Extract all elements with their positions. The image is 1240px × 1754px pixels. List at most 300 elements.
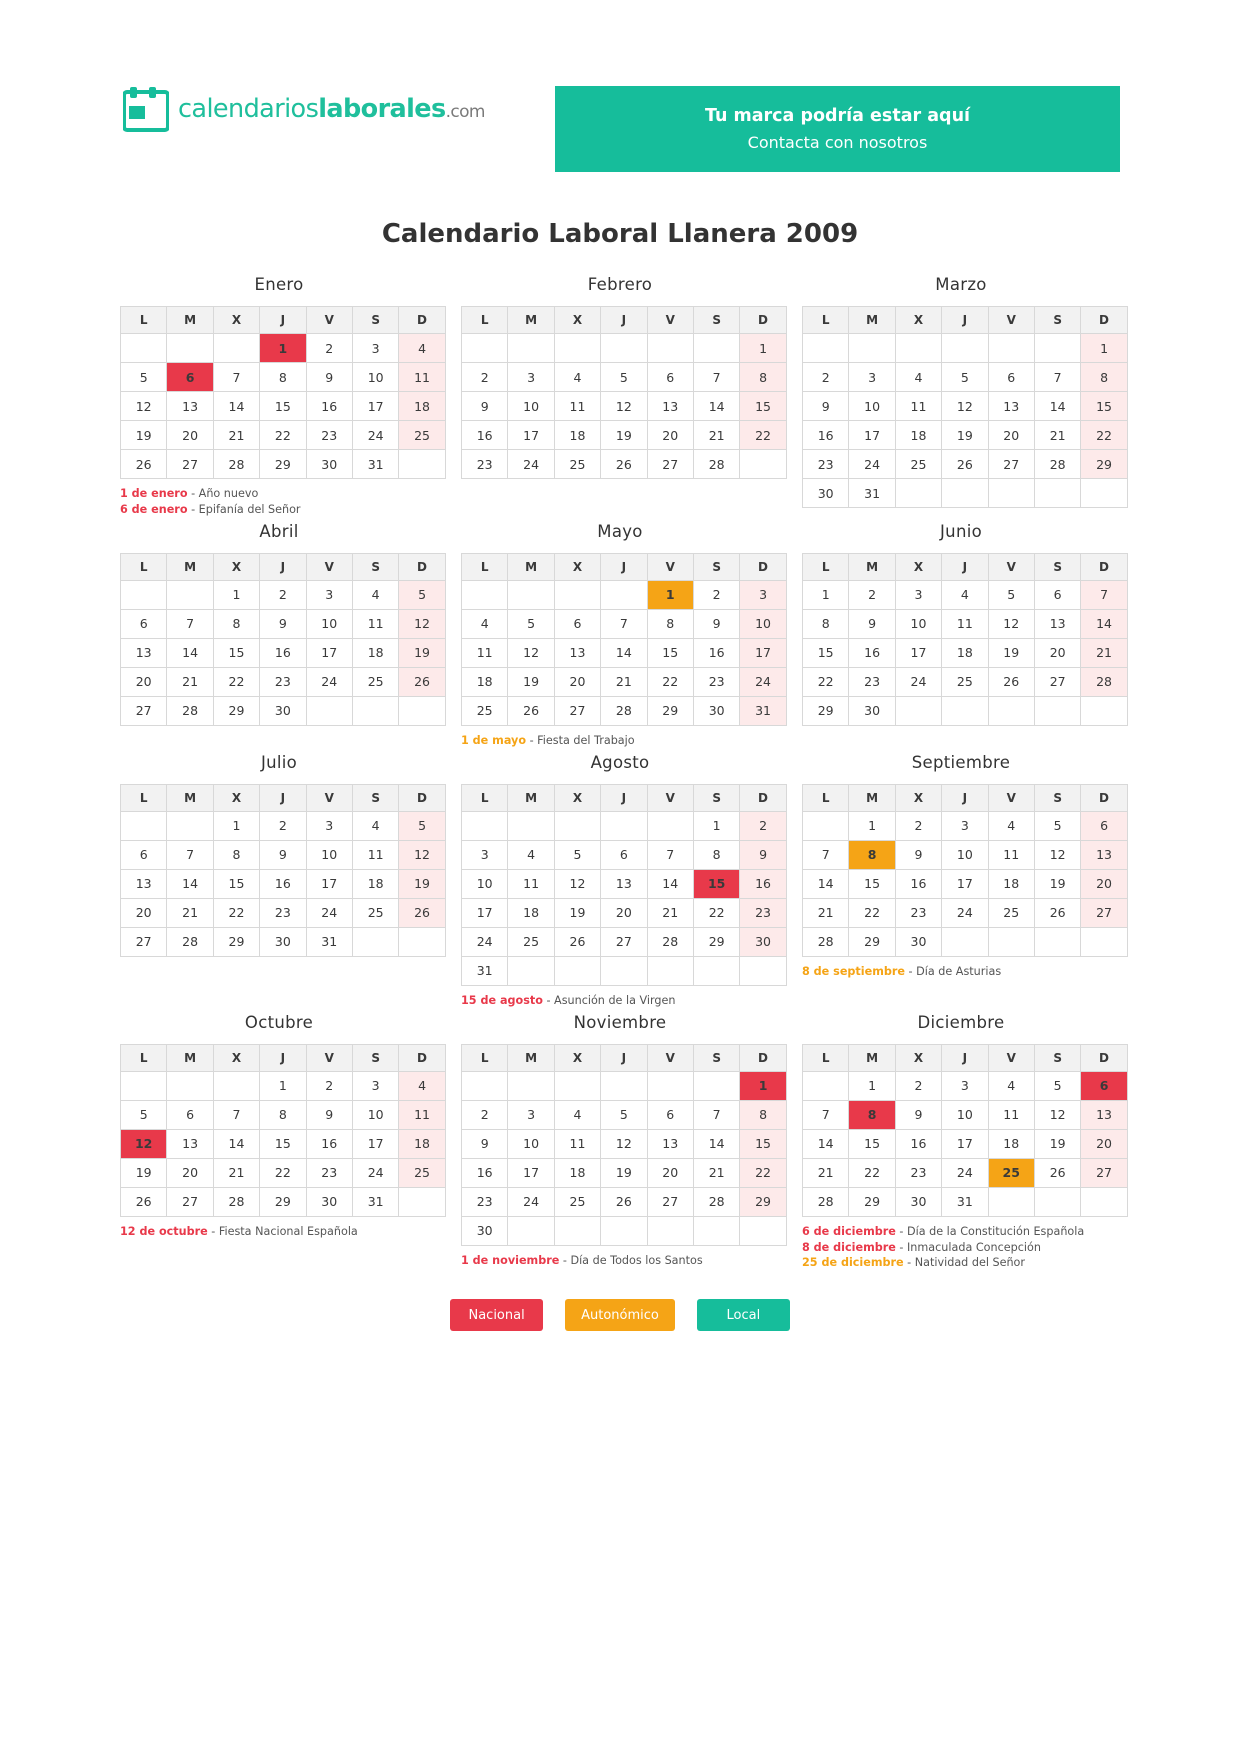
day-cell[interactable]: 13 [167, 1129, 213, 1158]
day-cell[interactable]: 28 [213, 1187, 259, 1216]
day-cell[interactable]: 28 [1034, 450, 1080, 479]
day-cell[interactable]: 10 [849, 392, 895, 421]
site-logo[interactable] [120, 86, 523, 132]
day-cell[interactable]: 18 [399, 1129, 445, 1158]
day-cell[interactable]: 27 [121, 696, 167, 725]
day-cell[interactable]: 26 [601, 450, 647, 479]
day-cell[interactable]: 9 [895, 840, 941, 869]
day-cell[interactable]: 17 [508, 421, 554, 450]
day-cell[interactable]: 21 [1081, 638, 1127, 667]
day-cell[interactable]: 3 [942, 811, 988, 840]
day-cell[interactable]: 2 [260, 811, 306, 840]
day-cell[interactable]: 11 [895, 392, 941, 421]
day-cell[interactable]: 21 [1034, 421, 1080, 450]
day-cell[interactable]: 19 [601, 1158, 647, 1187]
day-cell[interactable]: 6 [121, 609, 167, 638]
day-cell[interactable]: 22 [693, 898, 739, 927]
day-cell[interactable]: 13 [554, 638, 600, 667]
day-cell[interactable]: 15 [260, 392, 306, 421]
day-cell[interactable]: 7 [1034, 363, 1080, 392]
day-cell[interactable]: 23 [895, 898, 941, 927]
day-cell[interactable]: 19 [121, 1158, 167, 1187]
day-cell[interactable]: 26 [554, 927, 600, 956]
day-cell[interactable]: 16 [895, 869, 941, 898]
day-cell[interactable]: 17 [352, 1129, 398, 1158]
day-cell[interactable]: 15 [647, 638, 693, 667]
day-cell[interactable]: 19 [554, 898, 600, 927]
day-cell[interactable]: 25 [352, 898, 398, 927]
day-cell[interactable]: 15 [740, 392, 786, 421]
day-cell[interactable]: 14 [647, 869, 693, 898]
day-cell[interactable]: 15 [849, 869, 895, 898]
day-cell[interactable]: 16 [803, 421, 849, 450]
day-cell[interactable]: 3 [849, 363, 895, 392]
day-cell[interactable]: 23 [306, 421, 352, 450]
day-cell[interactable]: 20 [121, 898, 167, 927]
day-cell[interactable]: 12 [508, 638, 554, 667]
day-cell[interactable]: 13 [167, 392, 213, 421]
day-cell[interactable]: 21 [213, 1158, 259, 1187]
day-cell[interactable]: 17 [942, 869, 988, 898]
day-cell[interactable]: 4 [462, 609, 508, 638]
day-cell[interactable]: 23 [462, 450, 508, 479]
day-cell[interactable]: 23 [260, 667, 306, 696]
day-cell[interactable]: 19 [1034, 869, 1080, 898]
day-cell[interactable]: 8 [260, 1100, 306, 1129]
day-cell[interactable]: 6 [988, 363, 1034, 392]
day-cell[interactable]: 30 [803, 479, 849, 508]
day-cell[interactable]: 4 [508, 840, 554, 869]
day-cell[interactable]: 12 [601, 1129, 647, 1158]
day-cell[interactable]: 7 [693, 1100, 739, 1129]
day-cell[interactable]: 7 [167, 609, 213, 638]
day-cell[interactable]: 7 [1081, 580, 1127, 609]
day-cell[interactable]: 5 [942, 363, 988, 392]
day-cell[interactable]: 7 [213, 363, 259, 392]
day-cell[interactable]: 5 [1034, 1071, 1080, 1100]
day-cell[interactable]: 9 [260, 840, 306, 869]
day-cell[interactable]: 11 [399, 1100, 445, 1129]
day-cell[interactable]: 18 [988, 1129, 1034, 1158]
day-cell[interactable]: 20 [554, 667, 600, 696]
day-cell[interactable]: 9 [895, 1100, 941, 1129]
day-cell[interactable]: 10 [942, 1100, 988, 1129]
day-cell[interactable]: 29 [849, 927, 895, 956]
day-cell[interactable]: 9 [260, 609, 306, 638]
day-cell[interactable]: 1 [849, 811, 895, 840]
day-cell[interactable]: 19 [601, 421, 647, 450]
day-cell[interactable]: 31 [942, 1187, 988, 1216]
day-cell[interactable]: 13 [121, 869, 167, 898]
day-cell[interactable]: 5 [399, 580, 445, 609]
day-cell[interactable]: 4 [399, 334, 445, 363]
day-cell[interactable]: 21 [167, 898, 213, 927]
day-cell[interactable]: 15 [260, 1129, 306, 1158]
legend-item-autonomico[interactable]: Autonómico [565, 1299, 675, 1331]
day-cell[interactable]: 24 [508, 1187, 554, 1216]
day-cell[interactable]: 15 [849, 1129, 895, 1158]
day-cell[interactable]: 12 [1034, 1100, 1080, 1129]
day-cell[interactable]: 5 [121, 363, 167, 392]
day-cell[interactable]: 22 [849, 898, 895, 927]
day-cell[interactable]: 12 [1034, 840, 1080, 869]
day-cell[interactable]: 13 [1034, 609, 1080, 638]
day-cell[interactable]: 4 [942, 580, 988, 609]
day-cell[interactable]: 6 [647, 1100, 693, 1129]
day-cell[interactable]: 9 [306, 1100, 352, 1129]
day-cell[interactable]: 7 [693, 363, 739, 392]
day-cell[interactable]: 22 [740, 1158, 786, 1187]
day-cell[interactable]: 7 [803, 1100, 849, 1129]
day-cell[interactable]: 25 [508, 927, 554, 956]
day-cell[interactable]: 10 [352, 1100, 398, 1129]
day-cell[interactable]: 11 [352, 840, 398, 869]
day-cell[interactable]: 14 [803, 869, 849, 898]
day-cell[interactable]: 24 [462, 927, 508, 956]
day-cell[interactable]: 25 [462, 696, 508, 725]
day-cell[interactable]: 31 [352, 450, 398, 479]
day-cell[interactable]: 13 [647, 392, 693, 421]
day-cell[interactable]: 25 [554, 1187, 600, 1216]
day-cell[interactable]: 2 [693, 580, 739, 609]
day-cell[interactable]: 26 [1034, 1158, 1080, 1187]
day-cell[interactable]: 2 [462, 1100, 508, 1129]
day-cell[interactable]: 23 [740, 898, 786, 927]
day-cell[interactable]: 18 [554, 1158, 600, 1187]
day-cell[interactable]: 24 [740, 667, 786, 696]
day-cell[interactable]: 25 [352, 667, 398, 696]
day-cell[interactable]: 10 [508, 392, 554, 421]
day-cell[interactable]: 14 [213, 392, 259, 421]
day-cell[interactable]: 17 [462, 898, 508, 927]
day-cell[interactable]: 5 [988, 580, 1034, 609]
day-cell[interactable]: 16 [895, 1129, 941, 1158]
day-cell[interactable]: 26 [399, 667, 445, 696]
day-cell[interactable]: 28 [167, 927, 213, 956]
day-cell[interactable]: 28 [693, 450, 739, 479]
day-cell[interactable]: 30 [462, 1216, 508, 1245]
day-cell[interactable]: 14 [167, 869, 213, 898]
day-cell[interactable]: 6 [167, 1100, 213, 1129]
day-cell[interactable]: 19 [121, 421, 167, 450]
day-cell[interactable]: 11 [554, 392, 600, 421]
day-cell[interactable]: 7 [601, 609, 647, 638]
day-cell[interactable]: 1 [849, 1071, 895, 1100]
day-cell[interactable]: 4 [352, 580, 398, 609]
day-cell[interactable]: 16 [260, 869, 306, 898]
day-cell[interactable]: 4 [895, 363, 941, 392]
day-cell[interactable]: 14 [1034, 392, 1080, 421]
day-cell[interactable]: 27 [647, 450, 693, 479]
day-cell[interactable]: 21 [803, 1158, 849, 1187]
day-cell[interactable]: 3 [942, 1071, 988, 1100]
day-cell[interactable]: 14 [693, 392, 739, 421]
day-cell[interactable]: 30 [260, 696, 306, 725]
day-cell[interactable]: 12 [399, 609, 445, 638]
day-cell[interactable]: 30 [306, 1187, 352, 1216]
day-cell[interactable]: 15 [1081, 392, 1127, 421]
day-cell[interactable]: 11 [352, 609, 398, 638]
day-cell[interactable]: 1 [260, 334, 306, 363]
day-cell[interactable]: 24 [352, 1158, 398, 1187]
day-cell[interactable]: 17 [306, 638, 352, 667]
day-cell[interactable]: 9 [462, 1129, 508, 1158]
day-cell[interactable]: 6 [1081, 1071, 1127, 1100]
day-cell[interactable]: 19 [988, 638, 1034, 667]
day-cell[interactable]: 22 [213, 667, 259, 696]
day-cell[interactable]: 10 [462, 869, 508, 898]
day-cell[interactable]: 18 [352, 638, 398, 667]
day-cell[interactable]: 7 [647, 840, 693, 869]
day-cell[interactable]: 24 [849, 450, 895, 479]
day-cell[interactable]: 22 [260, 421, 306, 450]
day-cell[interactable]: 3 [352, 334, 398, 363]
day-cell[interactable]: 13 [1081, 840, 1127, 869]
day-cell[interactable]: 13 [601, 869, 647, 898]
day-cell[interactable]: 25 [399, 1158, 445, 1187]
day-cell[interactable]: 27 [121, 927, 167, 956]
day-cell[interactable]: 25 [895, 450, 941, 479]
day-cell[interactable]: 27 [647, 1187, 693, 1216]
day-cell[interactable]: 6 [601, 840, 647, 869]
day-cell[interactable]: 10 [508, 1129, 554, 1158]
day-cell[interactable]: 3 [508, 363, 554, 392]
day-cell[interactable]: 31 [849, 479, 895, 508]
day-cell[interactable]: 1 [213, 811, 259, 840]
day-cell[interactable]: 30 [260, 927, 306, 956]
day-cell[interactable]: 2 [895, 811, 941, 840]
day-cell[interactable]: 20 [647, 1158, 693, 1187]
day-cell[interactable]: 17 [740, 638, 786, 667]
day-cell[interactable]: 30 [306, 450, 352, 479]
day-cell[interactable]: 30 [693, 696, 739, 725]
day-cell[interactable]: 12 [988, 609, 1034, 638]
day-cell[interactable]: 16 [306, 1129, 352, 1158]
day-cell[interactable]: 27 [1081, 898, 1127, 927]
day-cell[interactable]: 29 [1081, 450, 1127, 479]
day-cell[interactable]: 19 [942, 421, 988, 450]
day-cell[interactable]: 4 [988, 811, 1034, 840]
day-cell[interactable]: 24 [306, 898, 352, 927]
day-cell[interactable]: 1 [1081, 334, 1127, 363]
day-cell[interactable]: 2 [849, 580, 895, 609]
day-cell[interactable]: 27 [167, 450, 213, 479]
day-cell[interactable]: 31 [306, 927, 352, 956]
day-cell[interactable]: 5 [508, 609, 554, 638]
day-cell[interactable]: 24 [352, 421, 398, 450]
day-cell[interactable]: 25 [554, 450, 600, 479]
day-cell[interactable]: 12 [601, 392, 647, 421]
day-cell[interactable]: 1 [647, 580, 693, 609]
day-cell[interactable]: 26 [121, 450, 167, 479]
day-cell[interactable]: 17 [508, 1158, 554, 1187]
day-cell[interactable]: 21 [693, 1158, 739, 1187]
day-cell[interactable]: 20 [121, 667, 167, 696]
day-cell[interactable]: 28 [803, 1187, 849, 1216]
day-cell[interactable]: 29 [260, 450, 306, 479]
day-cell[interactable]: 20 [601, 898, 647, 927]
day-cell[interactable]: 20 [167, 421, 213, 450]
day-cell[interactable]: 8 [647, 609, 693, 638]
day-cell[interactable]: 1 [740, 334, 786, 363]
day-cell[interactable]: 27 [1081, 1158, 1127, 1187]
day-cell[interactable]: 27 [601, 927, 647, 956]
day-cell[interactable]: 28 [647, 927, 693, 956]
day-cell[interactable]: 20 [1081, 1129, 1127, 1158]
day-cell[interactable]: 27 [554, 696, 600, 725]
day-cell[interactable]: 8 [1081, 363, 1127, 392]
day-cell[interactable]: 2 [740, 811, 786, 840]
day-cell[interactable]: 15 [693, 869, 739, 898]
day-cell[interactable]: 5 [121, 1100, 167, 1129]
day-cell[interactable]: 8 [213, 840, 259, 869]
day-cell[interactable]: 17 [849, 421, 895, 450]
day-cell[interactable]: 30 [895, 1187, 941, 1216]
day-cell[interactable]: 4 [554, 363, 600, 392]
day-cell[interactable]: 18 [508, 898, 554, 927]
day-cell[interactable]: 14 [601, 638, 647, 667]
ad-banner[interactable] [555, 86, 1120, 172]
day-cell[interactable]: 18 [988, 869, 1034, 898]
day-cell[interactable]: 13 [988, 392, 1034, 421]
day-cell[interactable]: 1 [803, 580, 849, 609]
day-cell[interactable]: 5 [601, 363, 647, 392]
day-cell[interactable]: 11 [399, 363, 445, 392]
day-cell[interactable]: 29 [260, 1187, 306, 1216]
day-cell[interactable]: 4 [352, 811, 398, 840]
day-cell[interactable]: 3 [462, 840, 508, 869]
day-cell[interactable]: 6 [1081, 811, 1127, 840]
day-cell[interactable]: 21 [213, 421, 259, 450]
day-cell[interactable]: 14 [167, 638, 213, 667]
day-cell[interactable]: 4 [554, 1100, 600, 1129]
day-cell[interactable]: 15 [740, 1129, 786, 1158]
day-cell[interactable]: 11 [508, 869, 554, 898]
day-cell[interactable]: 10 [306, 840, 352, 869]
day-cell[interactable]: 23 [462, 1187, 508, 1216]
legend-item-nacional[interactable]: Nacional [450, 1299, 543, 1331]
day-cell[interactable]: 30 [740, 927, 786, 956]
day-cell[interactable]: 24 [942, 898, 988, 927]
day-cell[interactable]: 26 [942, 450, 988, 479]
day-cell[interactable]: 9 [740, 840, 786, 869]
day-cell[interactable]: 28 [601, 696, 647, 725]
day-cell[interactable]: 21 [647, 898, 693, 927]
day-cell[interactable]: 21 [693, 421, 739, 450]
day-cell[interactable]: 26 [399, 898, 445, 927]
day-cell[interactable]: 4 [399, 1071, 445, 1100]
day-cell[interactable]: 12 [554, 869, 600, 898]
day-cell[interactable]: 19 [508, 667, 554, 696]
day-cell[interactable]: 17 [352, 392, 398, 421]
day-cell[interactable]: 15 [213, 638, 259, 667]
day-cell[interactable]: 23 [693, 667, 739, 696]
day-cell[interactable]: 28 [693, 1187, 739, 1216]
day-cell[interactable]: 5 [399, 811, 445, 840]
day-cell[interactable]: 29 [213, 696, 259, 725]
day-cell[interactable]: 20 [1034, 638, 1080, 667]
day-cell[interactable]: 18 [399, 392, 445, 421]
day-cell[interactable]: 10 [352, 363, 398, 392]
day-cell[interactable]: 19 [399, 869, 445, 898]
day-cell[interactable]: 10 [895, 609, 941, 638]
day-cell[interactable]: 16 [740, 869, 786, 898]
day-cell[interactable]: 30 [895, 927, 941, 956]
day-cell[interactable]: 19 [1034, 1129, 1080, 1158]
day-cell[interactable]: 21 [601, 667, 647, 696]
day-cell[interactable]: 1 [693, 811, 739, 840]
day-cell[interactable]: 27 [167, 1187, 213, 1216]
day-cell[interactable]: 5 [601, 1100, 647, 1129]
day-cell[interactable]: 25 [399, 421, 445, 450]
day-cell[interactable]: 18 [554, 421, 600, 450]
day-cell[interactable]: 2 [260, 580, 306, 609]
day-cell[interactable]: 26 [601, 1187, 647, 1216]
day-cell[interactable]: 10 [740, 609, 786, 638]
day-cell[interactable]: 1 [260, 1071, 306, 1100]
day-cell[interactable]: 20 [988, 421, 1034, 450]
day-cell[interactable]: 4 [988, 1071, 1034, 1100]
day-cell[interactable]: 1 [213, 580, 259, 609]
day-cell[interactable]: 3 [306, 811, 352, 840]
day-cell[interactable]: 9 [693, 609, 739, 638]
day-cell[interactable]: 6 [121, 840, 167, 869]
day-cell[interactable]: 25 [942, 667, 988, 696]
day-cell[interactable]: 16 [849, 638, 895, 667]
day-cell[interactable]: 27 [988, 450, 1034, 479]
day-cell[interactable]: 29 [740, 1187, 786, 1216]
day-cell[interactable]: 28 [803, 927, 849, 956]
day-cell[interactable]: 10 [942, 840, 988, 869]
day-cell[interactable]: 31 [740, 696, 786, 725]
day-cell[interactable]: 31 [352, 1187, 398, 1216]
day-cell[interactable]: 11 [462, 638, 508, 667]
day-cell[interactable]: 6 [167, 363, 213, 392]
day-cell[interactable]: 16 [462, 1158, 508, 1187]
day-cell[interactable]: 11 [942, 609, 988, 638]
day-cell[interactable]: 23 [260, 898, 306, 927]
day-cell[interactable]: 12 [942, 392, 988, 421]
day-cell[interactable]: 20 [647, 421, 693, 450]
day-cell[interactable]: 29 [647, 696, 693, 725]
day-cell[interactable]: 7 [167, 840, 213, 869]
day-cell[interactable]: 23 [895, 1158, 941, 1187]
day-cell[interactable]: 7 [803, 840, 849, 869]
day-cell[interactable]: 14 [803, 1129, 849, 1158]
day-cell[interactable]: 8 [740, 363, 786, 392]
day-cell[interactable]: 12 [121, 392, 167, 421]
day-cell[interactable]: 17 [306, 869, 352, 898]
day-cell[interactable]: 18 [942, 638, 988, 667]
day-cell[interactable]: 25 [988, 898, 1034, 927]
day-cell[interactable]: 6 [554, 609, 600, 638]
day-cell[interactable]: 8 [213, 609, 259, 638]
day-cell[interactable]: 11 [988, 840, 1034, 869]
day-cell[interactable]: 16 [462, 421, 508, 450]
day-cell[interactable]: 26 [1034, 898, 1080, 927]
day-cell[interactable]: 21 [803, 898, 849, 927]
day-cell[interactable]: 22 [1081, 421, 1127, 450]
day-cell[interactable]: 25 [988, 1158, 1034, 1187]
day-cell[interactable]: 16 [306, 392, 352, 421]
day-cell[interactable]: 14 [693, 1129, 739, 1158]
day-cell[interactable]: 26 [508, 696, 554, 725]
day-cell[interactable]: 16 [693, 638, 739, 667]
day-cell[interactable]: 14 [213, 1129, 259, 1158]
day-cell[interactable]: 8 [693, 840, 739, 869]
day-cell[interactable]: 31 [462, 956, 508, 985]
day-cell[interactable]: 2 [895, 1071, 941, 1100]
